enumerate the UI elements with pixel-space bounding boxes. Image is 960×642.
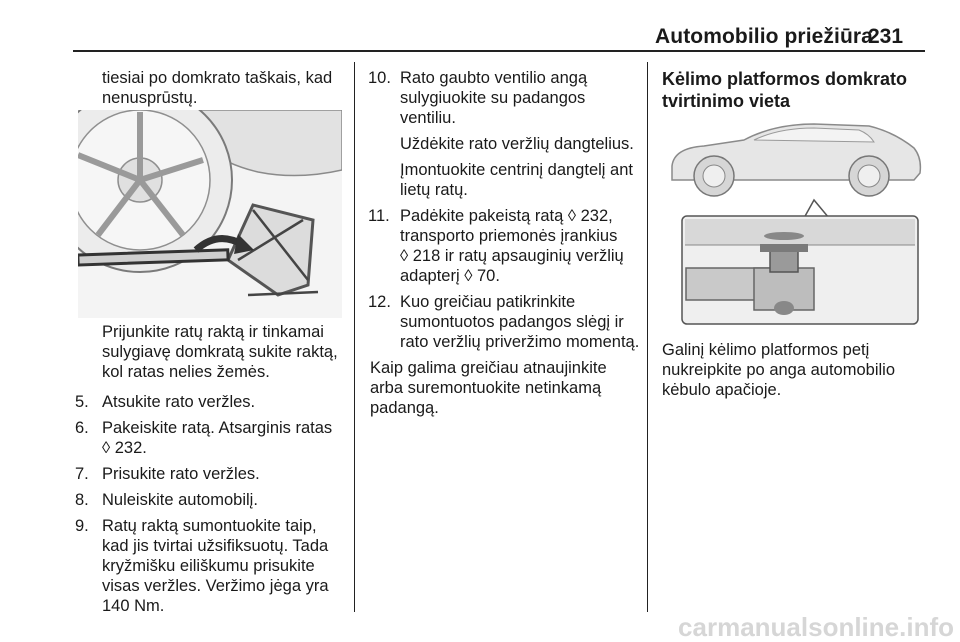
left-caption-text: Prijunkite ratų raktą ir tinkamai sulygiavę domkratą sukite raktą, kol ratas nelies žemės. [102,323,338,381]
step-text: Ratų raktą sumontuokite taip, kad jis tvirtai užsifiksuotų. Tada kryžmišku eiliškumu prisukite visas veržles. Veržimo jėga yra 140 Nm. [102,517,329,615]
step-text: Atsukite rato veržles. [102,393,256,411]
left-intro-text: tiesiai po domkrato taškais, kad nenusprūstų. [102,69,333,107]
jack-illustration [78,110,342,318]
step-11 [368,206,640,286]
jack-wheel-figure [78,110,342,318]
middle-column [368,68,640,418]
lift-point-figure [664,118,924,328]
column-divider-right [647,62,648,612]
step-6 [75,418,347,458]
step-number: 12. [368,293,391,311]
section-heading: Kėlimo platformos domkrato tvirtinimo vieta [662,69,908,111]
step-12 [368,292,640,352]
right-column [662,68,927,112]
step-number: 7. [75,465,89,483]
page-header-title: Automobilio priežiūra [655,25,873,48]
right-column-lower [662,340,927,400]
step-number: 11. [368,207,390,225]
left-column-lower [75,322,347,616]
reference-symbol: ◊ [567,207,577,225]
step-number: 8. [75,491,89,509]
page-number: 231 [868,25,904,48]
step-text: Padėkite pakeistą ratą [400,207,564,225]
step-number: 9. [75,517,89,535]
step-text: Prisukite rato veržles. [102,465,260,483]
step-text: Kuo greičiau patikrinkite sumontuotos padangos slėgį ir rato veržlių priveržimo momentą. [400,293,640,351]
step-5 [75,392,347,412]
reference-symbol: ◊ [464,267,473,285]
reference-symbol: ◊ [400,247,409,265]
column-divider-left [354,62,355,612]
page-reference-link[interactable]: 218 ir ratų apsauginių veržlių adapterį [400,247,624,285]
step-text: Rato gaubto ventilio angą sulygiuokite su padangos ventiliu. [400,69,588,127]
page-reference-link[interactable]: 70. [476,267,500,285]
step-number: 5. [75,393,89,411]
right-caption-text: Galinį kėlimo platformos petį nukreipkite po anga automobilio kėbulo apačioje. [662,341,895,399]
step-text-continued: transporto priemonės įrankius [400,227,618,245]
step-8 [75,490,347,510]
left-column [75,68,347,108]
middle-note-text: Kaip galima greičiau atnaujinkite arba suremontuokite netinkamą padangą. [370,359,607,417]
page-reference-link[interactable]: 232, [580,207,613,225]
step-7 [75,464,347,484]
watermark: carmanualsonline.info [678,612,954,642]
step-10-sub-2: Įmontuokite centrinį dangtelį ant lietų ratų. [400,161,633,199]
header-rule [73,50,925,52]
car-lift-illustration [664,118,924,328]
step-text: Pakeiskite ratą. Atsarginis ratas [102,419,333,437]
page-reference-link[interactable]: 232. [114,439,147,457]
step-text: Nuleiskite automobilį. [102,491,258,509]
step-number: 10. [368,69,391,87]
step-10-sub-1: Uždėkite rato veržlių dangtelius. [400,135,634,153]
step-number: 6. [75,419,89,437]
step-10 [368,68,640,128]
reference-symbol: ◊ [102,439,111,457]
step-9 [75,516,347,616]
